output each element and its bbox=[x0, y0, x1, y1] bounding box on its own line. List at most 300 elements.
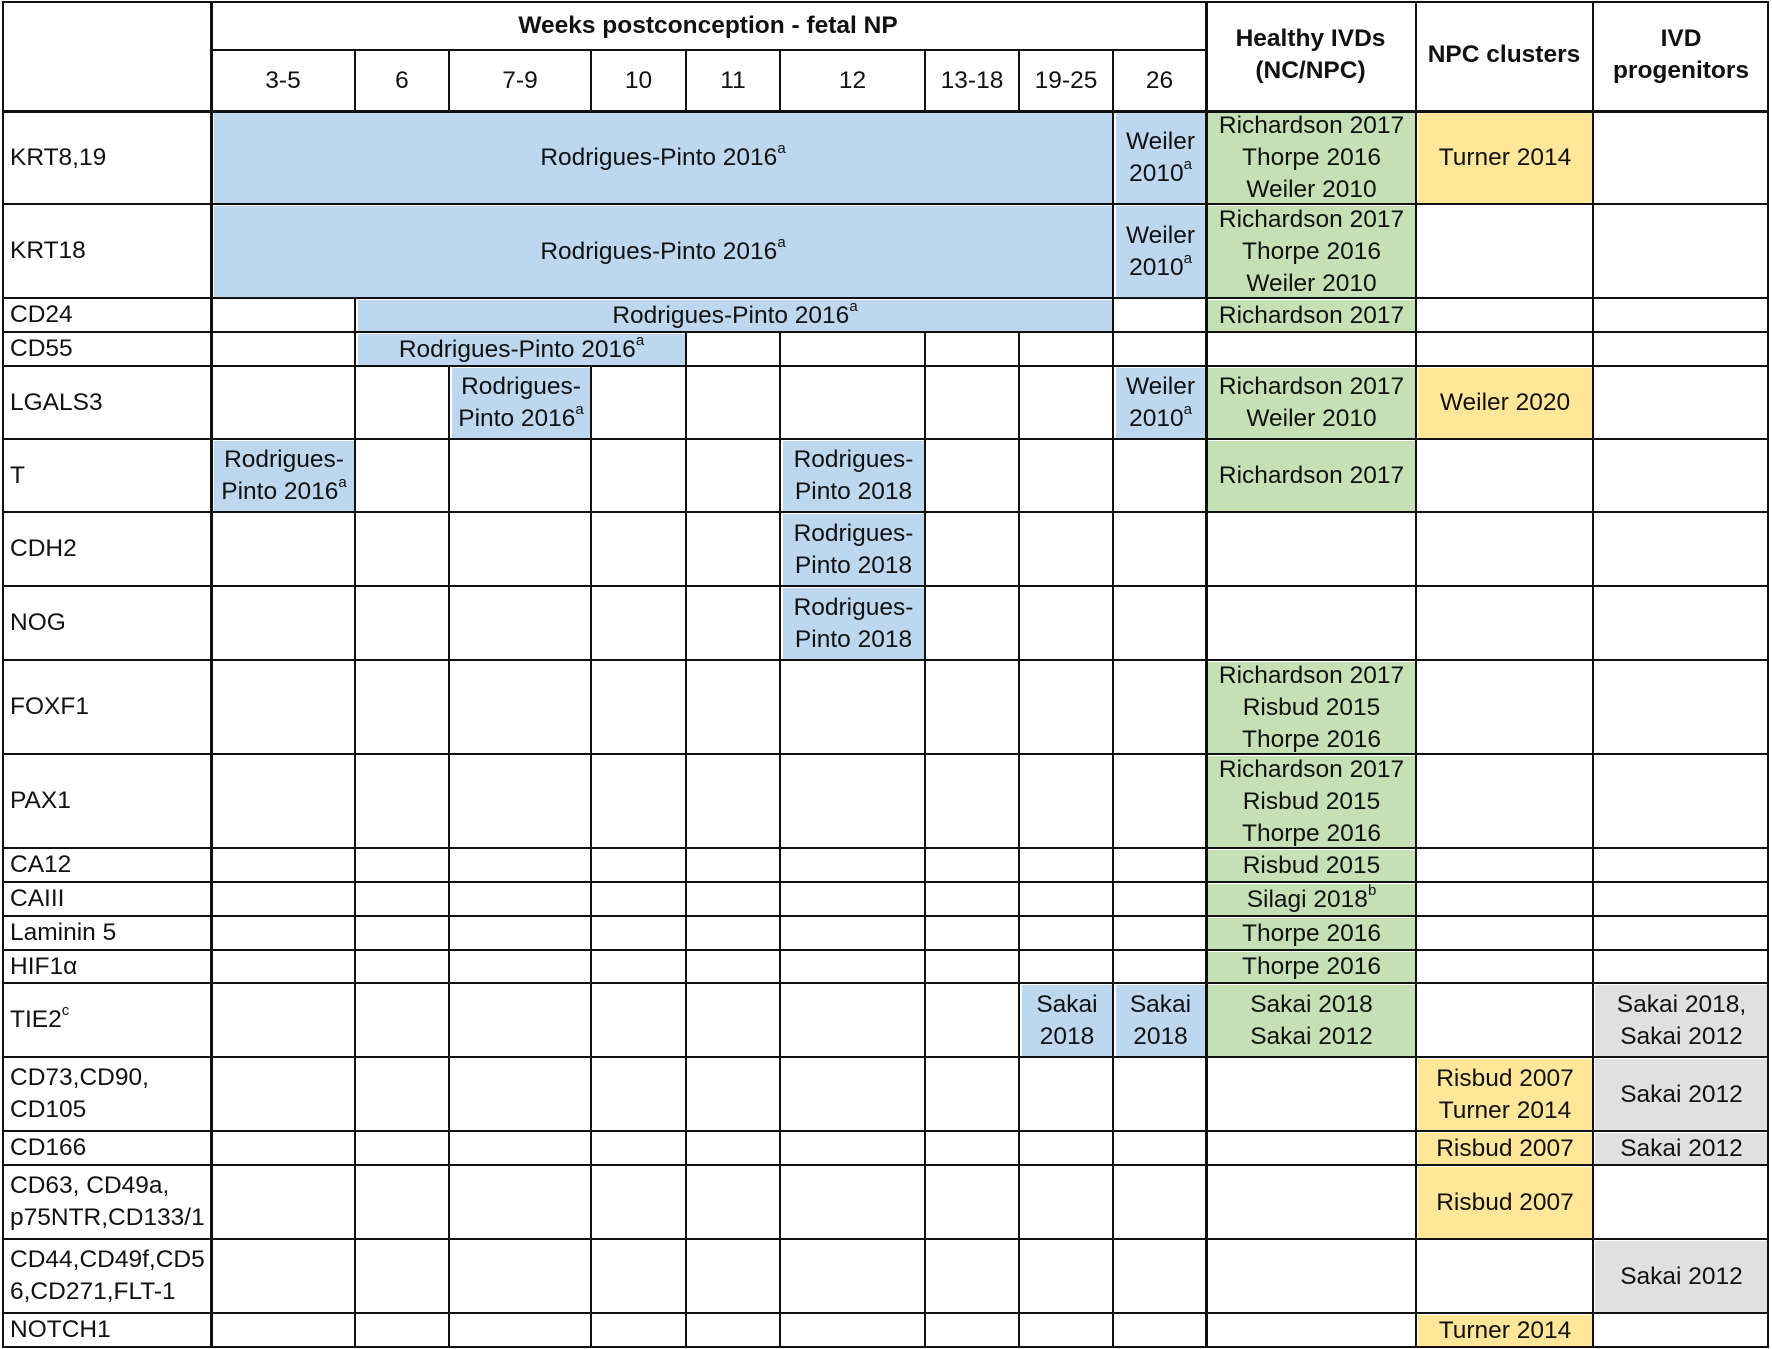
fetal-ref-tie2-1-text: Sakai 2018 bbox=[1129, 990, 1192, 1050]
grid-line bbox=[2, 365, 1769, 367]
marker-krt8-19 bbox=[2, 111, 211, 204]
grid-line bbox=[354, 1131, 356, 1165]
grid-line bbox=[1112, 1239, 1114, 1313]
grid-line bbox=[448, 1239, 450, 1313]
grid-line bbox=[1112, 882, 1114, 916]
marker-cd63-cd49a-p75ntr-cd133-1-text: CD63, CD49a, p75NTR,CD133/1 bbox=[10, 1172, 205, 1231]
fetal-ref-cd55-0 bbox=[358, 334, 685, 365]
grid-line bbox=[354, 1239, 356, 1313]
grid-line bbox=[685, 882, 687, 916]
marker-cd166 bbox=[2, 1131, 211, 1165]
fetal-ref-krt18-1 bbox=[1116, 206, 1205, 297]
grid-line bbox=[779, 512, 781, 586]
grid-line bbox=[590, 754, 592, 848]
healthy-ref-hif1-text: Thorpe 2016 bbox=[1242, 953, 1381, 980]
progenitor-ref-tie2-text: Sakai 2018, Sakai 2012 bbox=[1616, 990, 1747, 1050]
healthy-ref-caiii-text: Silagi 2018 bbox=[1246, 885, 1368, 913]
grid-line bbox=[685, 1057, 687, 1131]
grid-line bbox=[779, 50, 781, 111]
grid-line bbox=[1592, 2, 1594, 1347]
grid-line bbox=[685, 916, 687, 950]
grid-line bbox=[779, 660, 781, 754]
fetal-ref-krt18-1-footnote: a bbox=[1183, 249, 1192, 267]
grid-line bbox=[685, 332, 687, 366]
grid-line bbox=[2, 949, 1769, 951]
grid-line bbox=[924, 1131, 926, 1165]
grid-line bbox=[779, 586, 781, 660]
grid-line bbox=[2, 1238, 1769, 1240]
fetal-ref-t-1-text: Rodrigues- Pinto 2018 bbox=[793, 446, 914, 505]
fetal-ref-cdh2-0-text: Rodrigues- Pinto 2018 bbox=[793, 519, 914, 579]
grid-line bbox=[1018, 439, 1020, 512]
grid-line bbox=[1112, 1131, 1114, 1165]
grid-line bbox=[1112, 586, 1114, 660]
grid-line bbox=[1018, 1131, 1020, 1165]
healthy-ref-krt8-19-text: Richardson 2017 Thorpe 2016 Weiler 2010 bbox=[1218, 113, 1405, 203]
progenitor-ref-foxf1 bbox=[1595, 662, 1768, 753]
npc-ref-caiii bbox=[1418, 884, 1592, 915]
week-header-19-25-text: 19-25 bbox=[1034, 66, 1098, 94]
progenitor-ref-lgals3 bbox=[1595, 368, 1768, 438]
week-header-26 bbox=[1113, 50, 1206, 111]
week-header-7-9 bbox=[449, 50, 591, 111]
grid-line bbox=[354, 1165, 356, 1239]
fetal-ref-krt18-0 bbox=[214, 206, 1112, 297]
grid-line bbox=[354, 50, 356, 111]
marker-cd166-text: CD166 bbox=[10, 1134, 87, 1161]
grid-line bbox=[779, 332, 781, 366]
grid-line bbox=[1018, 1313, 1020, 1347]
grid-line bbox=[924, 848, 926, 882]
grid-line bbox=[779, 1239, 781, 1313]
grid-line bbox=[924, 950, 926, 983]
grid-line bbox=[448, 1165, 450, 1239]
grid-line bbox=[2, 438, 1769, 440]
fetal-ref-krt8-19-0-text: Rodrigues-Pinto 2016 bbox=[540, 144, 778, 171]
grid-line bbox=[924, 1313, 926, 1347]
grid-line bbox=[448, 1313, 450, 1347]
marker-hif1-text: HIF1α bbox=[10, 952, 78, 980]
fetal-ref-tie2-1 bbox=[1116, 985, 1205, 1056]
grid-line bbox=[354, 950, 356, 983]
grid-line bbox=[590, 983, 592, 1057]
healthy-ref-ca12 bbox=[1208, 850, 1415, 881]
grid-line bbox=[924, 1239, 926, 1313]
grid-line bbox=[1018, 366, 1020, 439]
progenitor-ref-cd55 bbox=[1595, 334, 1768, 365]
grid-line bbox=[2, 1, 1769, 3]
grid-line bbox=[685, 1239, 687, 1313]
grid-line bbox=[590, 439, 592, 512]
marker-tie2-footnote: c bbox=[61, 1002, 70, 1019]
npc-ref-cd73-cd90-cd105-text: Risbud 2007 Turner 2014 bbox=[1436, 1064, 1574, 1124]
fetal-ref-nog-0 bbox=[783, 588, 924, 659]
grid-line bbox=[354, 512, 356, 586]
progenitor-ref-cd166-text: Sakai 2012 bbox=[1620, 1134, 1743, 1162]
week-header-13-18-text: 13-18 bbox=[940, 66, 1004, 94]
grid-line bbox=[1112, 983, 1114, 1057]
fetal-ref-krt8-19-1-footnote: a bbox=[1183, 156, 1192, 173]
fetal-ref-lgals3-0-text: Rodrigues- Pinto 2016 bbox=[458, 373, 581, 432]
grid-line bbox=[1112, 439, 1114, 512]
grid-line bbox=[1112, 332, 1114, 366]
grid-line bbox=[2, 110, 1769, 113]
healthy-ref-pax1 bbox=[1208, 756, 1415, 847]
week-header-3-5 bbox=[211, 50, 355, 111]
marker-notch1-text: NOTCH1 bbox=[10, 1316, 111, 1343]
fetal-ref-cd24-0-text: Rodrigues-Pinto 2016 bbox=[612, 301, 850, 329]
fetal-np-header: Weeks postconception - fetal NP bbox=[518, 12, 898, 39]
grid-line bbox=[924, 754, 926, 848]
fetal-ref-t-0-text: Rodrigues- Pinto 2016 bbox=[221, 446, 344, 505]
marker-laminin-5-text: Laminin 5 bbox=[10, 919, 117, 946]
grid-line bbox=[2, 982, 1769, 984]
grid-line bbox=[1018, 512, 1020, 586]
fetal-ref-lgals3-0-footnote: a bbox=[575, 401, 584, 418]
grid-line bbox=[924, 512, 926, 586]
grid-line bbox=[1112, 660, 1114, 754]
grid-line bbox=[2, 1164, 1769, 1166]
fetal-ref-krt8-19-0-footnote: a bbox=[777, 140, 786, 157]
grid-line bbox=[354, 366, 356, 439]
week-header-11-text: 11 bbox=[720, 66, 746, 94]
healthy-ref-pax1-text: Richardson 2017 Risbud 2015 Thorpe 2016 bbox=[1218, 756, 1405, 847]
grid-line bbox=[685, 586, 687, 660]
marker-krt8-19-text: KRT8,19 bbox=[10, 143, 107, 171]
npc-ref-cd44-cd49f-cd5-6-cd271-flt-1 bbox=[1418, 1241, 1592, 1312]
grid-line bbox=[354, 882, 356, 916]
npc-ref-pax1 bbox=[1418, 756, 1592, 847]
healthy-ref-caiii-footnote: b bbox=[1367, 884, 1377, 899]
grid-line bbox=[354, 332, 356, 366]
grid-line bbox=[1767, 2, 1769, 1347]
grid-line bbox=[590, 1313, 592, 1347]
grid-line bbox=[685, 848, 687, 882]
grid-line bbox=[590, 586, 592, 660]
week-header-7-9-text: 7-9 bbox=[502, 66, 538, 94]
npc-ref-lgals3-text: Weiler 2020 bbox=[1439, 389, 1571, 416]
healthy-ref-krt18 bbox=[1208, 206, 1415, 297]
progenitor-ref-cd44-cd49f-cd5-6-cd271-flt-1-text: Sakai 2012 bbox=[1620, 1262, 1743, 1290]
fetal-ref-tie2-0 bbox=[1022, 985, 1112, 1056]
grid-line bbox=[779, 950, 781, 983]
grid-line bbox=[590, 1239, 592, 1313]
npc-ref-t bbox=[1418, 441, 1592, 511]
grid-line bbox=[779, 983, 781, 1057]
grid-line bbox=[2, 881, 1769, 883]
marker-ca12-text: CA12 bbox=[10, 851, 72, 878]
grid-line bbox=[210, 2, 213, 1347]
fetal-ref-krt18-0-footnote: a bbox=[777, 233, 786, 251]
grid-line bbox=[1112, 1313, 1114, 1347]
grid-line bbox=[779, 848, 781, 882]
grid-line bbox=[1018, 848, 1020, 882]
healthy-ref-t-text: Richardson 2017 bbox=[1218, 462, 1405, 489]
grid-line bbox=[1112, 1165, 1114, 1239]
progenitor-ref-krt18 bbox=[1595, 206, 1768, 297]
marker-foxf1 bbox=[2, 660, 211, 754]
grid-line bbox=[2, 1130, 1769, 1132]
grid-line bbox=[2, 297, 1769, 299]
fetal-ref-t-0 bbox=[214, 441, 354, 511]
npc-ref-cd73-cd90-cd105 bbox=[1418, 1059, 1592, 1130]
grid-line bbox=[448, 660, 450, 754]
grid-line bbox=[924, 332, 926, 366]
grid-line bbox=[448, 754, 450, 848]
npc-ref-nog bbox=[1418, 588, 1592, 659]
npc-ref-cd24 bbox=[1418, 300, 1592, 331]
grid-line bbox=[1112, 950, 1114, 983]
grid-line bbox=[1112, 366, 1114, 439]
npc-ref-foxf1 bbox=[1418, 662, 1592, 753]
grid-line bbox=[685, 754, 687, 848]
grid-line bbox=[354, 660, 356, 754]
healthy-ref-cd55 bbox=[1208, 334, 1415, 365]
fetal-ref-cdh2-0 bbox=[783, 514, 924, 585]
progenitor-ref-cd73-cd90-cd105-text: Sakai 2012 bbox=[1620, 1080, 1743, 1108]
grid-line bbox=[354, 848, 356, 882]
week-header-12-text: 12 bbox=[838, 66, 867, 94]
grid-line bbox=[924, 916, 926, 950]
grid-line bbox=[2, 511, 1769, 513]
grid-line bbox=[1018, 1239, 1020, 1313]
grid-line bbox=[924, 983, 926, 1057]
fetal-ref-cd55-0-text: Rodrigues-Pinto 2016 bbox=[398, 335, 636, 363]
npc-ref-notch1 bbox=[1418, 1315, 1592, 1346]
healthy-ref-cd24-text: Richardson 2017 bbox=[1218, 301, 1405, 329]
fetal-ref-tie2-0-text: Sakai 2018 bbox=[1036, 990, 1098, 1050]
healthy-ref-cdh2 bbox=[1208, 514, 1415, 585]
grid-line bbox=[1205, 2, 1208, 1347]
grid-line bbox=[779, 1313, 781, 1347]
grid-line bbox=[2, 2, 4, 1347]
npc-ref-cd55 bbox=[1418, 334, 1592, 365]
fetal-ref-krt8-19-1 bbox=[1116, 113, 1205, 203]
marker-t bbox=[2, 439, 211, 512]
progenitor-ref-cd166 bbox=[1595, 1133, 1768, 1164]
grid-line bbox=[590, 512, 592, 586]
grid-line bbox=[779, 916, 781, 950]
grid-line bbox=[590, 1165, 592, 1239]
grid-line bbox=[1112, 916, 1114, 950]
healthy-ref-foxf1 bbox=[1208, 662, 1415, 753]
grid-line bbox=[354, 1057, 356, 1131]
grid-line bbox=[779, 754, 781, 848]
week-header-6-text: 6 bbox=[395, 66, 409, 94]
healthy-ref-cd166 bbox=[1208, 1133, 1415, 1164]
healthy-ref-tie2-text: Sakai 2018 Sakai 2012 bbox=[1250, 990, 1373, 1050]
marker-krt18-text: KRT18 bbox=[10, 237, 86, 264]
grid-line bbox=[354, 1313, 356, 1347]
npc-ref-cd166-text: Risbud 2007 bbox=[1436, 1134, 1574, 1162]
grid-line bbox=[448, 848, 450, 882]
grid-line bbox=[590, 1057, 592, 1131]
marker-foxf1-text: FOXF1 bbox=[10, 693, 89, 720]
marker-cd44-cd49f-cd5-6-cd271-flt-1-text: CD44,CD49f,CD5 6,CD271,FLT-1 bbox=[10, 1246, 205, 1305]
marker-cd63-cd49a-p75ntr-cd133-1 bbox=[2, 1165, 211, 1239]
week-header-10-text: 10 bbox=[624, 66, 653, 94]
healthy-ref-hif1 bbox=[1208, 952, 1415, 982]
healthy-ref-krt18-text: Richardson 2017 Thorpe 2016 Weiler 2010 bbox=[1218, 206, 1405, 297]
grid-line bbox=[1415, 2, 1417, 1347]
grid-line bbox=[448, 50, 450, 111]
week-header-6 bbox=[355, 50, 449, 111]
npc-clusters-header: NPC clusters bbox=[1427, 40, 1581, 68]
grid-line bbox=[1018, 660, 1020, 754]
marker-cd73-cd90-cd105-text: CD73,CD90, CD105 bbox=[10, 1064, 149, 1123]
grid-line bbox=[590, 882, 592, 916]
healthy-ref-laminin-5-text: Thorpe 2016 bbox=[1242, 919, 1381, 947]
npc-ref-krt8-19 bbox=[1418, 113, 1592, 203]
healthy-ref-ca12-text: Risbud 2015 bbox=[1242, 851, 1381, 879]
healthy-ref-lgals3-text: Richardson 2017 Weiler 2010 bbox=[1218, 373, 1405, 432]
grid-line bbox=[2, 585, 1769, 587]
grid-line bbox=[1112, 204, 1114, 298]
marker-nog bbox=[2, 586, 211, 660]
fetal-ref-lgals3-1 bbox=[1116, 368, 1205, 438]
progenitor-ref-pax1 bbox=[1595, 756, 1768, 847]
grid-line bbox=[354, 439, 356, 512]
npc-ref-lgals3 bbox=[1418, 368, 1592, 438]
progenitor-ref-hif1 bbox=[1595, 952, 1768, 982]
fetal-ref-lgals3-1-footnote: a bbox=[1183, 401, 1192, 418]
grid-line bbox=[924, 439, 926, 512]
progenitor-ref-cd63-cd49a-p75ntr-cd133-1 bbox=[1595, 1167, 1768, 1238]
npc-ref-krt8-19-text: Turner 2014 bbox=[1438, 144, 1572, 171]
healthy-ref-lgals3 bbox=[1208, 368, 1415, 438]
progenitor-ref-cdh2 bbox=[1595, 514, 1768, 585]
npc-ref-cd63-cd49a-p75ntr-cd133-1 bbox=[1418, 1167, 1592, 1238]
marker-cd73-cd90-cd105 bbox=[2, 1057, 211, 1131]
grid-line bbox=[685, 512, 687, 586]
marker-cd44-cd49f-cd5-6-cd271-flt-1 bbox=[2, 1239, 211, 1313]
grid-line bbox=[448, 882, 450, 916]
grid-line bbox=[779, 1131, 781, 1165]
grid-line bbox=[1018, 1057, 1020, 1131]
week-header-11 bbox=[686, 50, 780, 111]
week-header-10 bbox=[591, 50, 686, 111]
marker-lgals3-text: LGALS3 bbox=[10, 388, 103, 416]
grid-line bbox=[685, 660, 687, 754]
grid-line bbox=[685, 1313, 687, 1347]
grid-line bbox=[1112, 111, 1114, 204]
grid-line bbox=[590, 366, 592, 439]
grid-line bbox=[354, 983, 356, 1057]
healthy-ref-tie2 bbox=[1208, 985, 1415, 1056]
healthy-ref-laminin-5 bbox=[1208, 918, 1415, 949]
grid-line bbox=[924, 882, 926, 916]
fetal-ref-lgals3-1-text: Weiler 2010 bbox=[1126, 373, 1195, 432]
grid-line bbox=[354, 754, 356, 848]
grid-line bbox=[1112, 50, 1114, 111]
fetal-ref-krt8-19-0 bbox=[214, 113, 1112, 203]
grid-line bbox=[2, 659, 1769, 661]
marker-cd55-text: CD55 bbox=[10, 335, 73, 362]
grid-line bbox=[924, 660, 926, 754]
marker-krt18 bbox=[2, 204, 211, 298]
marker-cd24 bbox=[2, 298, 211, 332]
healthy-ref-cd24 bbox=[1208, 300, 1415, 331]
progenitor-ref-krt8-19 bbox=[1595, 113, 1768, 203]
marker-notch1 bbox=[2, 1313, 211, 1347]
grid-line bbox=[2, 203, 1769, 205]
fetal-ref-t-1 bbox=[783, 441, 924, 511]
progenitor-ref-cd73-cd90-cd105 bbox=[1595, 1059, 1768, 1130]
marker-tie2-text: TIE2 bbox=[10, 1006, 62, 1033]
fetal-ref-krt18-0-text: Rodrigues-Pinto 2016 bbox=[540, 237, 778, 265]
marker-pax1 bbox=[2, 754, 211, 848]
npc-ref-cd166 bbox=[1418, 1133, 1592, 1164]
marker-caiii-text: CAIII bbox=[10, 885, 65, 912]
healthy-ref-notch1 bbox=[1208, 1315, 1415, 1346]
grid-line bbox=[1018, 754, 1020, 848]
grid-line bbox=[590, 660, 592, 754]
grid-line bbox=[685, 950, 687, 983]
grid-line bbox=[2, 753, 1769, 755]
npc-ref-ca12 bbox=[1418, 850, 1592, 881]
grid-line bbox=[590, 916, 592, 950]
grid-line bbox=[1018, 983, 1020, 1057]
grid-line bbox=[1112, 754, 1114, 848]
progenitor-ref-nog bbox=[1595, 588, 1768, 659]
marker-t-text: T bbox=[10, 461, 25, 489]
grid-line bbox=[2, 1346, 1769, 1348]
grid-line bbox=[685, 50, 687, 111]
progenitor-ref-notch1 bbox=[1595, 1315, 1768, 1346]
grid-line bbox=[1018, 332, 1020, 366]
npc-ref-krt18 bbox=[1418, 206, 1592, 297]
grid-line bbox=[685, 366, 687, 439]
grid-line bbox=[448, 439, 450, 512]
grid-line bbox=[448, 586, 450, 660]
marker-caiii bbox=[2, 882, 211, 916]
grid-line bbox=[779, 882, 781, 916]
fetal-ref-lgals3-0 bbox=[452, 368, 590, 438]
marker-ca12 bbox=[2, 848, 211, 882]
npc-ref-tie2 bbox=[1418, 985, 1592, 1056]
fetal-ref-krt8-19-1-text: Weiler 2010 bbox=[1126, 128, 1195, 187]
grid-line bbox=[1018, 586, 1020, 660]
grid-line bbox=[779, 366, 781, 439]
marker-hif1 bbox=[2, 950, 211, 983]
grid-line bbox=[2, 1312, 1769, 1314]
grid-line bbox=[1112, 848, 1114, 882]
grid-line bbox=[924, 1165, 926, 1239]
grid-line bbox=[779, 439, 781, 512]
grid-line bbox=[1018, 50, 1020, 111]
week-header-19-25 bbox=[1019, 50, 1113, 111]
fetal-ref-cd24-0 bbox=[358, 300, 1112, 331]
grid-line bbox=[2, 1056, 1769, 1058]
week-header-12 bbox=[780, 50, 925, 111]
grid-line bbox=[448, 1131, 450, 1165]
grid-line bbox=[685, 1165, 687, 1239]
healthy-ref-foxf1-text: Richardson 2017 Risbud 2015 Thorpe 2016 bbox=[1218, 662, 1405, 753]
grid-line bbox=[1018, 916, 1020, 950]
fetal-ref-krt18-1-text: Weiler 2010 bbox=[1126, 221, 1195, 281]
grid-line bbox=[1112, 512, 1114, 586]
healthy-ref-cd44-cd49f-cd5-6-cd271-flt-1 bbox=[1208, 1241, 1415, 1312]
grid-line bbox=[685, 983, 687, 1057]
healthy-ref-t bbox=[1208, 441, 1415, 511]
marker-lgals3 bbox=[2, 366, 211, 439]
marker-cdh2-text: CDH2 bbox=[10, 535, 77, 562]
grid-line bbox=[779, 1057, 781, 1131]
grid-line bbox=[448, 950, 450, 983]
grid-line bbox=[211, 49, 1206, 51]
progenitor-ref-cd24 bbox=[1595, 300, 1768, 331]
progenitor-ref-tie2 bbox=[1595, 985, 1768, 1056]
